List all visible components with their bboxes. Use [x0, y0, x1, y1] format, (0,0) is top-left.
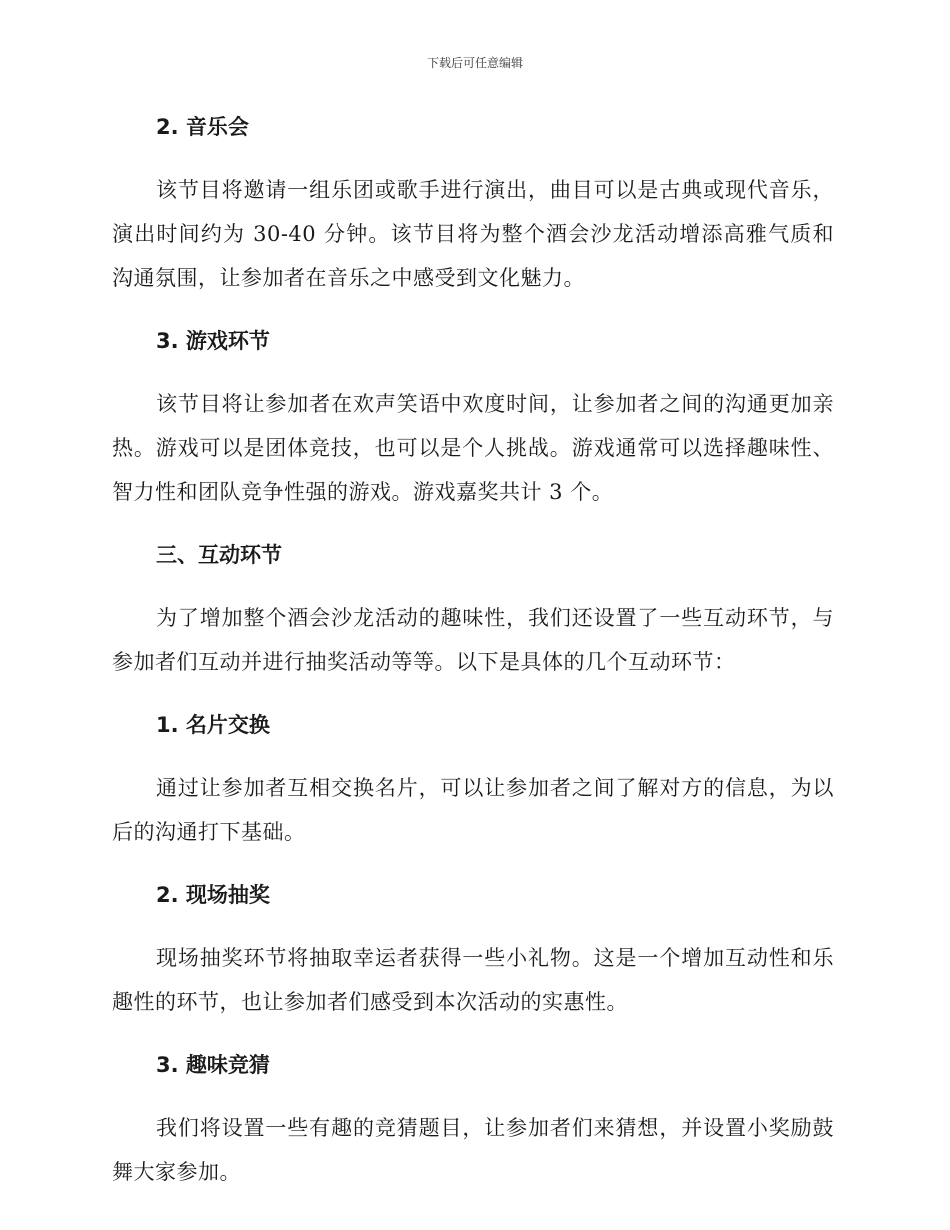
- paragraph-interaction: 为了增加整个酒会沙龙活动的趣味性，我们还设置了一些互动环节，与参加者们互动并进行抽奖活动等等。以下是具体的几个互动环节：: [112, 606, 834, 674]
- section-heading-concert: 2. 音乐会: [156, 115, 249, 139]
- paragraph-card-exchange: 通过让参加者互相交换名片，可以让参加者之间了解对方的信息，为以后的沟通打下基础。: [112, 776, 834, 844]
- paragraph-lottery: 现场抽奖环节将抽取幸运者获得一些小礼物。这是一个增加互动性和乐趣性的环节，也让参加者们感受到本次活动的实惠性。: [112, 946, 834, 1014]
- page-header: 下载后可任意编辑: [426, 56, 523, 70]
- document-body: [112, 108, 834, 1216]
- section-heading-lottery: 2. 现场抽奖: [156, 883, 270, 907]
- paragraph-concert: 该节目将邀请一组乐团或歌手进行演出，曲目可以是古典或现代音乐，演出时间约为 30-40 分钟。该节目将为整个酒会沙龙活动增添高雅气质和沟通氛围，让参加者在音乐之中感受到文化魅力。: [112, 178, 834, 290]
- paragraph-quiz: 我们将设置一些有趣的竞猜题目，让参加者们来猜想，并设置小奖励鼓舞大家参加。: [112, 1116, 834, 1184]
- section-heading-card-exchange: 1. 名片交换: [156, 713, 270, 737]
- section-heading-games: 3. 游戏环节: [156, 329, 270, 353]
- paragraph-games: 该节目将让参加者在欢声笑语中欢度时间，让参加者之间的沟通更加亲热。游戏可以是团体竞技，也可以是个人挑战。游戏通常可以选择趣味性、智力性和团队竞争性强的游戏。游戏嘉奖共计 3 个。: [112, 392, 834, 504]
- section-heading-interaction: 三、互动环节: [156, 543, 282, 567]
- section-heading-quiz: 3. 趣味竞猜: [156, 1053, 270, 1077]
